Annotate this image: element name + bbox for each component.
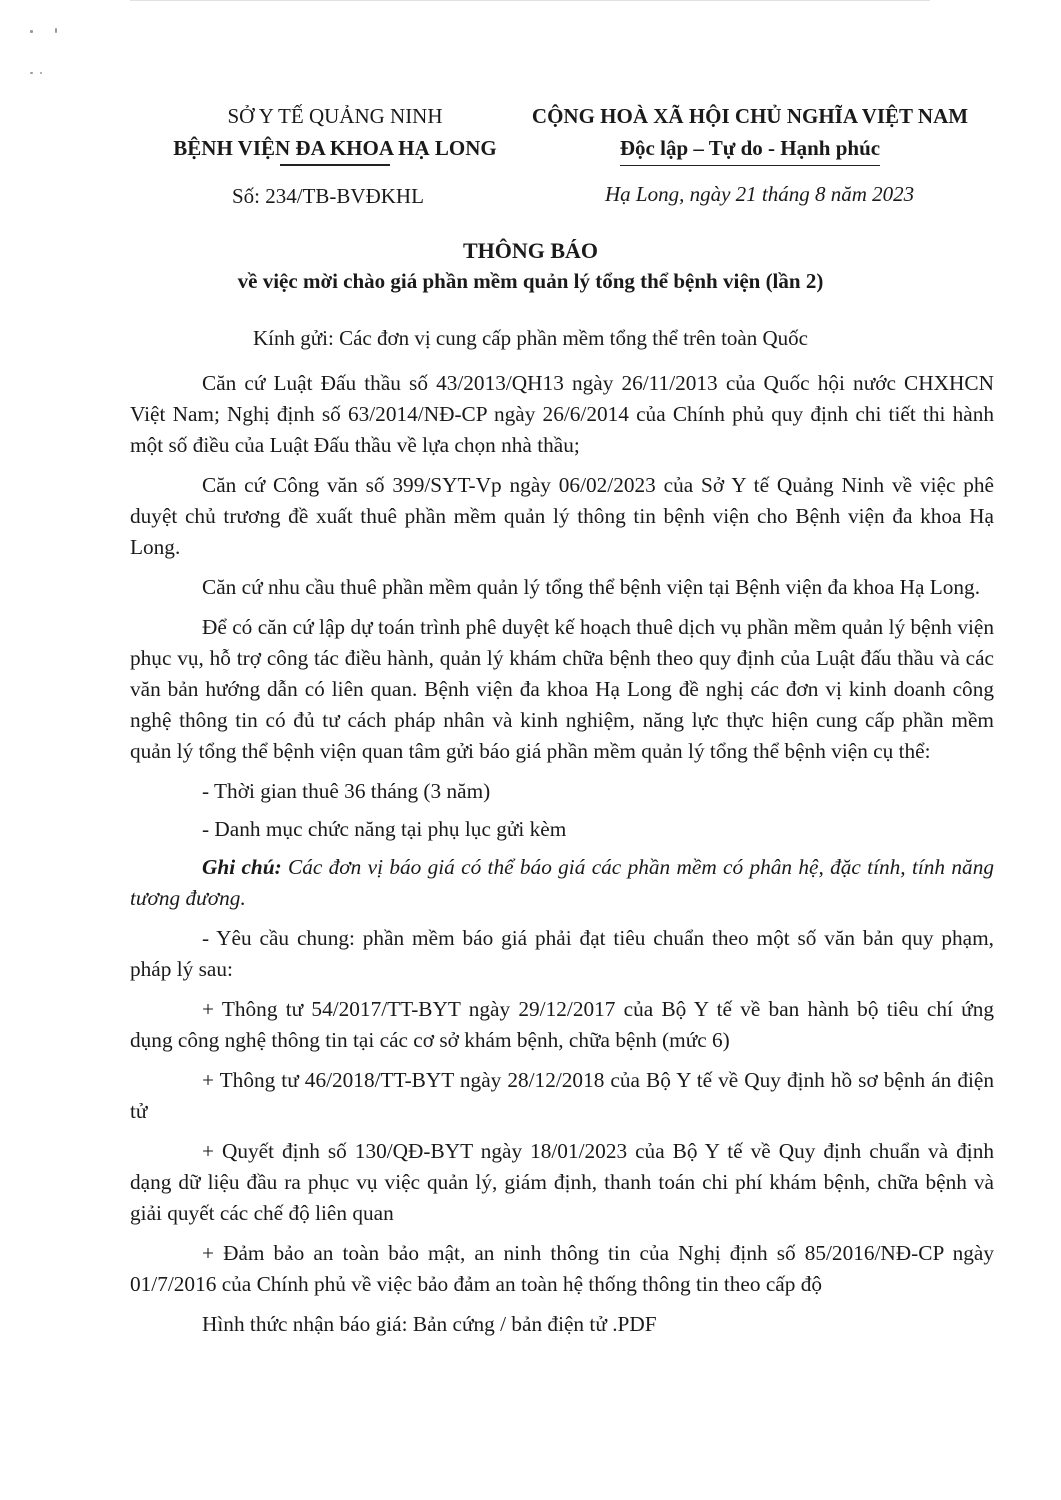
scan-speck	[30, 72, 33, 74]
requirement-item: + Quyết định số 130/QĐ-BYT ngày 18/01/2023 của Bộ Y tế về Quy định chuẩn và định dạng dữ liệu đầu ra phục vụ việc quản lý, giám định, thanh toán chi phí khám bệnh, chữa bệnh và giải quyết các chế độ liên quan	[130, 1139, 994, 1225]
document-title: THÔNG BÁO	[462, 238, 599, 263]
legal-basis-paragraph: Căn cứ Công văn số 399/SYT-Vp ngày 06/02/2023 của Sở Y tế Quảng Ninh về việc phê duyệt chủ trương đề xuất thuê phần mềm quản lý thông tin bệnh viện cho Bệnh viện đa khoa Hạ Long.	[130, 473, 994, 559]
hospital-name: BỆNH VIỆN ĐA KHOA HẠ LONG	[173, 136, 497, 160]
note-paragraph	[130, 852, 994, 914]
requirement-item: + Đảm bảo an toàn bảo mật, an ninh thông tin của Nghị định số 85/2016/NĐ-CP ngày 01/7/2016 của Chính phủ về việc bảo đảm an toàn hệ thống thông tin theo cấp độ	[130, 1241, 994, 1296]
document-body	[130, 368, 994, 1349]
national-motto: Độc lập – Tự do - Hạnh phúc	[620, 132, 880, 166]
scan-speck	[40, 72, 42, 74]
scan-speck	[30, 30, 33, 33]
note-text: Các đơn vị báo giá có thể báo giá các phần mềm có phân hệ, đặc tính, tính năng tương đương.	[130, 855, 994, 910]
list-item: - Danh mục chức năng tại phụ lục gửi kèm	[202, 817, 567, 841]
document-subtitle: về việc mời chào giá phần mềm quản lý tổng thể bệnh viện (lần 2)	[237, 269, 824, 293]
list-item: - Thời gian thuê 36 tháng (3 năm)	[202, 779, 491, 803]
requirement-item: + Thông tư 46/2018/TT-BYT ngày 28/12/2018 của Bộ Y tế về Quy định hồ sơ bệnh án điện tử	[130, 1068, 994, 1123]
scan-edge-line	[130, 0, 930, 1]
document-number: Số: 234/TB-BVĐKHL	[232, 184, 424, 208]
legal-basis-paragraph: Căn cứ nhu cầu thuê phần mềm quản lý tổng thể bệnh viện tại Bệnh viện đa khoa Hạ Long.	[202, 575, 981, 599]
issuing-authority	[160, 100, 510, 166]
scan-speck	[55, 28, 57, 33]
recipient-line: Kính gửi: Các đơn vị cung cấp phần mềm tổng thể trên toàn Quốc	[253, 326, 808, 350]
requirement-item: - Yêu cầu chung: phần mềm báo giá phải đạt tiêu chuẩn theo một số văn bản quy phạm, pháp lý sau:	[130, 926, 994, 981]
legal-basis-paragraph: Căn cứ Luật Đấu thầu số 43/2013/QH13 ngày 26/11/2013 của Quốc hội nước CHXHCN Việt Nam; Nghị định số 63/2014/NĐ-CP ngày 26/6/2014 của Chính phủ quy định chi tiết thi hành một số điều của Luật Đấu thầu về lựa chọn nhà thầu;	[130, 371, 994, 457]
national-heading	[500, 100, 1000, 166]
note-label: Ghi chú:	[202, 855, 282, 879]
parent-organization: SỞ Y TẾ QUẢNG NINH	[227, 104, 443, 128]
country-name: CỘNG HOÀ XÃ HỘI CHỦ NGHĨA VIỆT NAM	[531, 104, 969, 128]
submission-format: Hình thức nhận báo giá: Bản cứng / bản điện tử .PDF	[202, 1312, 657, 1336]
requirement-item: + Thông tư 54/2017/TT-BYT ngày 29/12/2017 của Bộ Y tế về ban hành bộ tiêu chí ứng dụng công nghệ thông tin tại các cơ sở khám bệnh, chữa bệnh (mức 6)	[130, 997, 994, 1052]
place-and-date: Hạ Long, ngày 21 tháng 8 năm 2023	[605, 182, 915, 206]
request-paragraph: Để có căn cứ lập dự toán trình phê duyệt kế hoạch thuê dịch vụ phần mềm quản lý bệnh viện phục vụ, hỗ trợ công tác điều hành, quản lý khám chữa bệnh theo quy định của Luật đấu thầu và các văn bản hướng dẫn có liên quan. Bệnh viện đa khoa Hạ Long đề nghị các đơn vị kinh doanh công nghệ thông tin có đủ tư cách pháp nhân và kinh nghiệm, năng lực thực hiện cung cấp phần mềm quản lý tổng thể bệnh viện quan tâm gửi báo giá phần mềm quản lý tổng thể bệnh viện cụ thể:	[130, 615, 994, 763]
authority-underline	[280, 164, 390, 166]
